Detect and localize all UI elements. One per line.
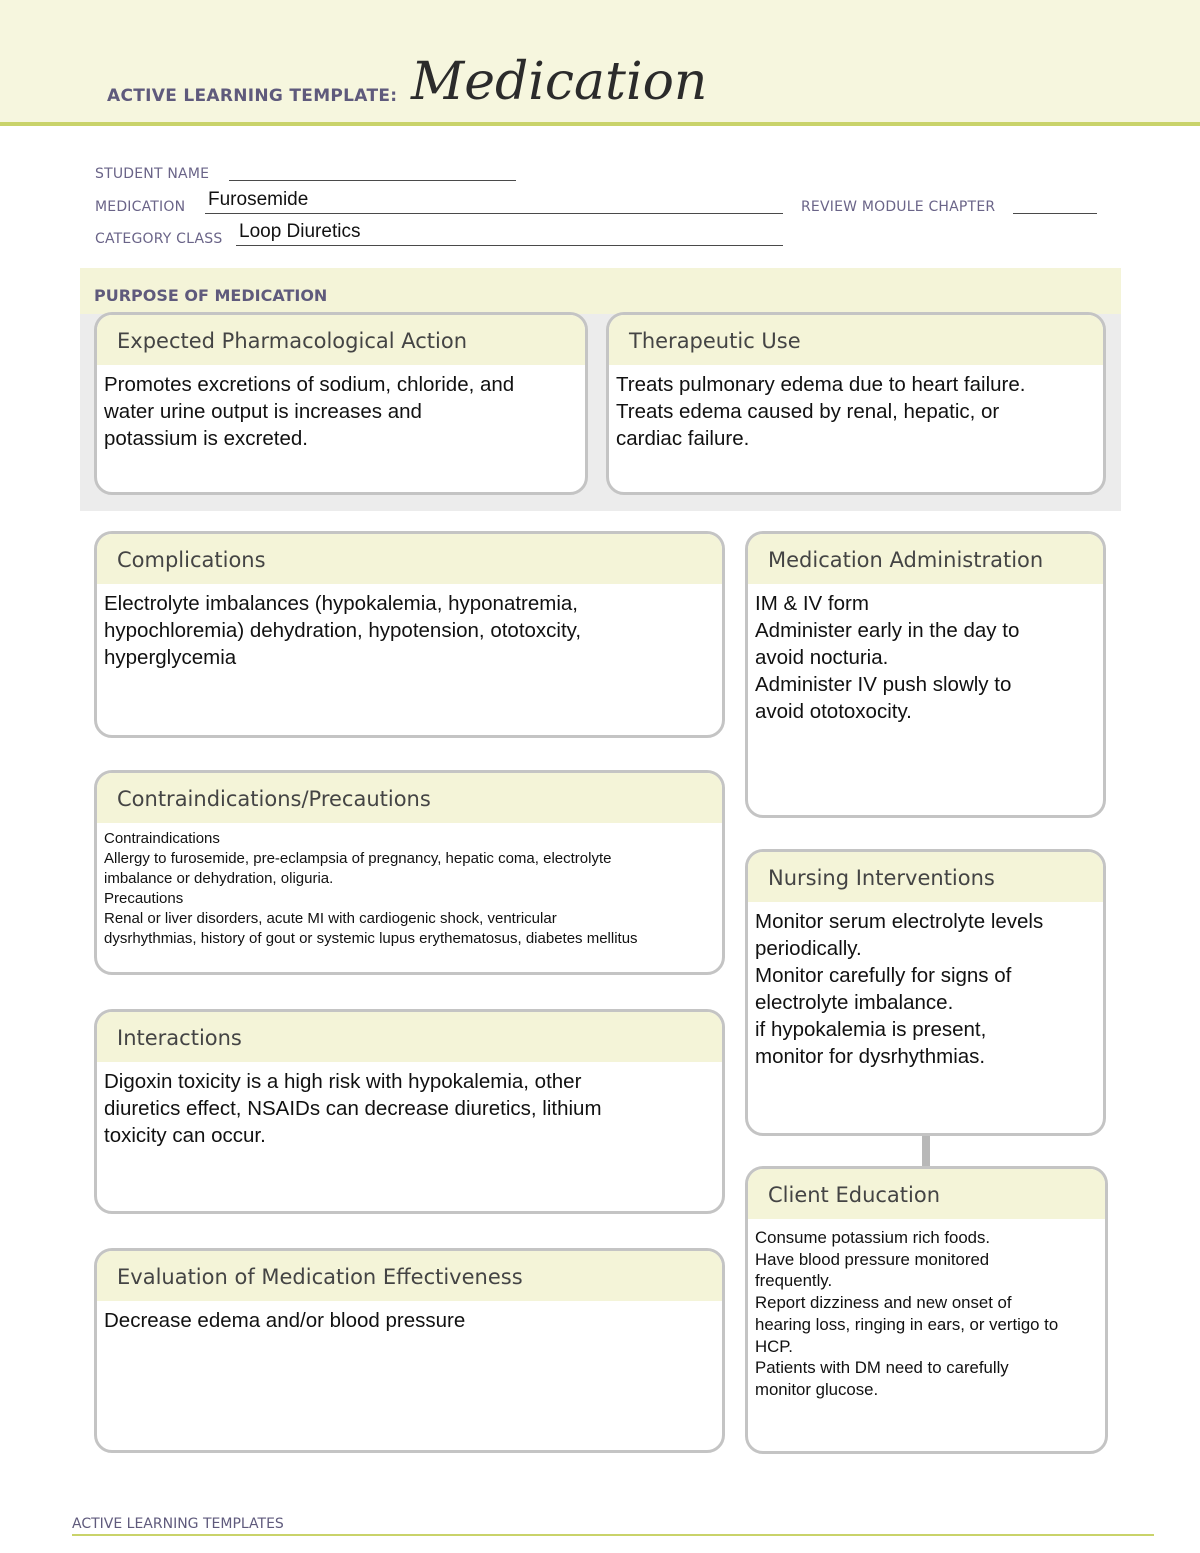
purpose-label: PURPOSE OF MEDICATION	[94, 286, 328, 305]
evaluation-card	[94, 1248, 725, 1453]
expected-action-card	[94, 312, 588, 495]
category-class-label: CATEGORY CLASS	[95, 231, 223, 247]
header-rule	[0, 122, 1200, 126]
category-class-field[interactable]: Loop Diuretics	[239, 221, 361, 242]
client-education-title: Client Education	[748, 1169, 1105, 1219]
interactions-card	[94, 1009, 725, 1214]
administration-title: Medication Administration	[748, 534, 1103, 584]
interactions-text[interactable]: Digoxin toxicity is a high risk with hypokalemia, other diuretics effect, NSAIDs can decrease diuretics, lithium toxicity can occur.	[104, 1070, 602, 1147]
complications-title: Complications	[97, 534, 722, 584]
administration-card	[745, 531, 1106, 818]
complications-text[interactable]: Electrolyte imbalances (hypokalemia, hyponatremia, hypochloremia) dehydration, hypotension, ototoxcity, hyperglycemia	[104, 592, 582, 669]
nursing-interventions-card	[745, 849, 1106, 1136]
therapeutic-use-card	[606, 312, 1106, 495]
contraindications-title: Contraindications/Precautions	[97, 773, 722, 823]
review-module-label: REVIEW MODULE CHAPTER	[801, 199, 996, 215]
contraindications-text[interactable]: Contraindications Allergy to furosemide, pre-eclampsia of pregnancy, hepatic coma, electrolyte imbalance or dehydration, oliguria. Precautions Renal or liver disorders, acute MI with cardiogenic shock, ventricular dysrhythmias, history of gout or systemic lupus erythematosus, diabetes mellitus	[104, 830, 638, 947]
contraindications-card	[94, 770, 725, 975]
medication-label: MEDICATION	[95, 199, 186, 215]
client-education-text[interactable]: Consume potassium rich foods. Have blood pressure monitored frequently. Report dizziness and new onset of hearing loss, ringing in ears, or vertigo to HCP. Patients with DM need to carefully monitor glucose.	[755, 1228, 1059, 1399]
nursing-interventions-title: Nursing Interventions	[748, 852, 1103, 902]
evaluation-text[interactable]: Decrease edema and/or blood pressure	[104, 1309, 466, 1332]
administration-text[interactable]: IM & IV form Administer early in the day to avoid nocturia. Administer IV push slowly to avoid ototoxocity.	[755, 592, 1020, 723]
medication-line	[205, 213, 783, 214]
medication-field[interactable]: Furosemide	[208, 189, 309, 210]
page-title: Medication	[411, 52, 708, 112]
nursing-interventions-text[interactable]: Monitor serum electrolyte levels periodically. Monitor carefully for signs of electrolyte imbalance. if hypokalemia is present, monitor for dysrhythmias.	[755, 910, 1044, 1068]
expected-action-text[interactable]: Promotes excretions of sodium, chloride, and water urine output is increases and potassium is excreted.	[104, 373, 515, 450]
interactions-title: Interactions	[97, 1012, 722, 1062]
expected-action-title: Expected Pharmacological Action	[97, 315, 585, 365]
complications-card	[94, 531, 725, 738]
connector-line	[922, 1136, 930, 1166]
template-label: ACTIVE LEARNING TEMPLATE:	[107, 86, 398, 106]
student-name-line	[229, 180, 516, 181]
student-name-label: STUDENT NAME	[95, 166, 210, 182]
client-education-card	[745, 1166, 1108, 1454]
therapeutic-use-title: Therapeutic Use	[609, 315, 1103, 365]
category-class-line	[236, 245, 783, 246]
evaluation-title: Evaluation of Medication Effectiveness	[97, 1251, 722, 1301]
review-module-line	[1013, 213, 1097, 214]
footer-label: ACTIVE LEARNING TEMPLATES	[72, 1516, 284, 1532]
therapeutic-use-text[interactable]: Treats pulmonary edema due to heart failure. Treats edema caused by renal, hepatic, or cardiac failure.	[616, 373, 1026, 450]
footer-rule	[72, 1534, 1154, 1536]
